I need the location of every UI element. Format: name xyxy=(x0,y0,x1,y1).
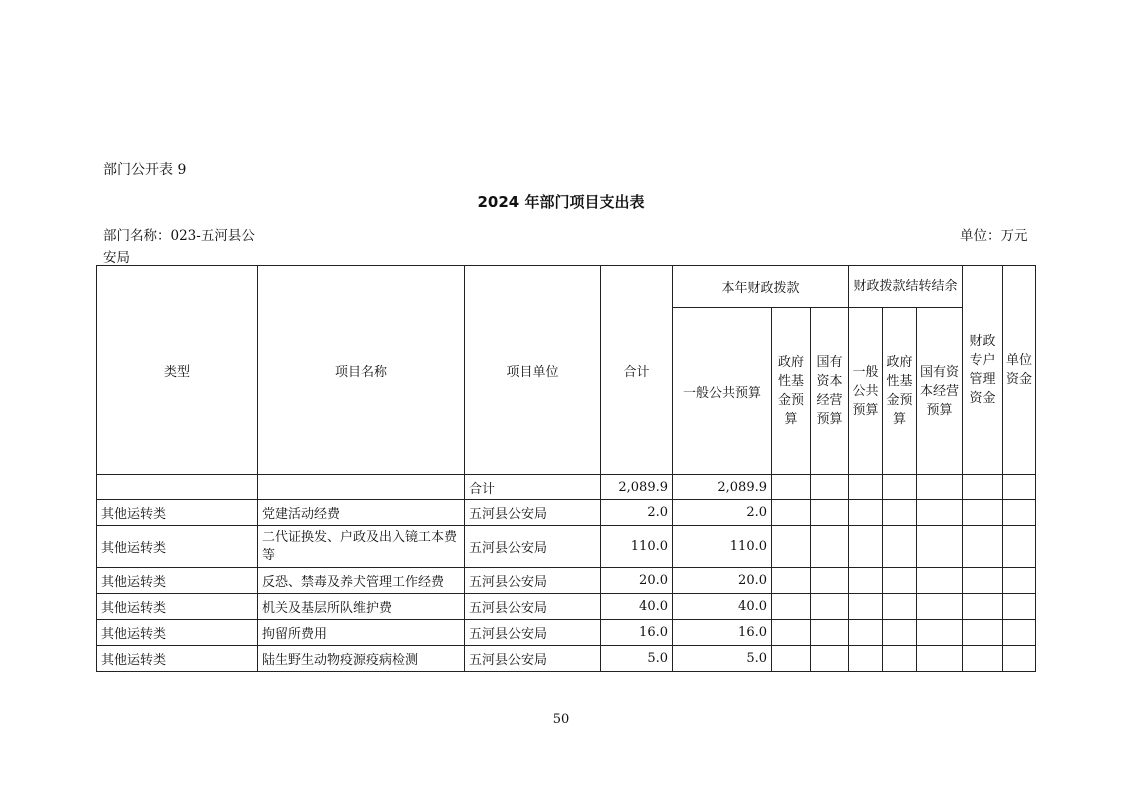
header-co-state-capital: 国有资本经营预算 xyxy=(917,308,963,475)
header-carryover: 财政拨款结转结余 xyxy=(849,266,963,308)
header-state-capital: 国有资本经营预算 xyxy=(811,308,849,475)
total-general: 2,089.9 xyxy=(673,475,772,500)
page-title: 2024 年部门项目支出表 xyxy=(477,193,645,211)
total-amount: 2,089.9 xyxy=(601,475,673,500)
header-gov-fund: 政府性基金预算 xyxy=(772,308,811,475)
total-row xyxy=(97,475,1036,500)
header-current-year: 本年财政拨款 xyxy=(673,266,849,308)
department-name: 部门名称：023-五河县公安局 xyxy=(103,228,255,266)
header-project-unit: 项目单位 xyxy=(465,266,601,475)
header-type: 类型 xyxy=(97,266,258,475)
table-row: 其他运转类 陆生野生动物疫源疫病检测 五河县公安局 5.0 5.0 xyxy=(97,646,1036,672)
total-label: 合计 xyxy=(465,475,601,500)
header-general-budget: 一般公共预算 xyxy=(673,308,772,475)
unit-label: 单位：万元 xyxy=(960,228,1028,244)
table-row: 其他运转类 反恐、禁毒及养犬管理工作经费 五河县公安局 20.0 20.0 xyxy=(97,568,1036,594)
header-unit-fund: 单位资金 xyxy=(1003,266,1036,475)
table-row: 其他运转类 拘留所费用 五河县公安局 16.0 16.0 xyxy=(97,620,1036,646)
header-project-name: 项目名称 xyxy=(258,266,465,475)
table-row: 其他运转类 二代证换发、户政及出入镜工本费等 五河县公安局 110.0 110.0 xyxy=(97,526,1036,568)
header-co-gov-fund: 政府性基金预算 xyxy=(883,308,917,475)
page-number: 50 xyxy=(552,712,570,727)
table-row: 其他运转类 党建活动经费 五河县公安局 2.0 2.0 xyxy=(97,500,1036,526)
header-total: 合计 xyxy=(601,266,673,475)
table-row: 其他运转类 机关及基层所队维护费 五河县公安局 40.0 40.0 xyxy=(97,594,1036,620)
header-special-account: 财政专户管理资金 xyxy=(963,266,1003,475)
table-tag: 部门公开表 9 xyxy=(103,162,187,178)
project-expenditure-table xyxy=(96,265,1036,672)
header-co-general: 一般公共预算 xyxy=(849,308,883,475)
